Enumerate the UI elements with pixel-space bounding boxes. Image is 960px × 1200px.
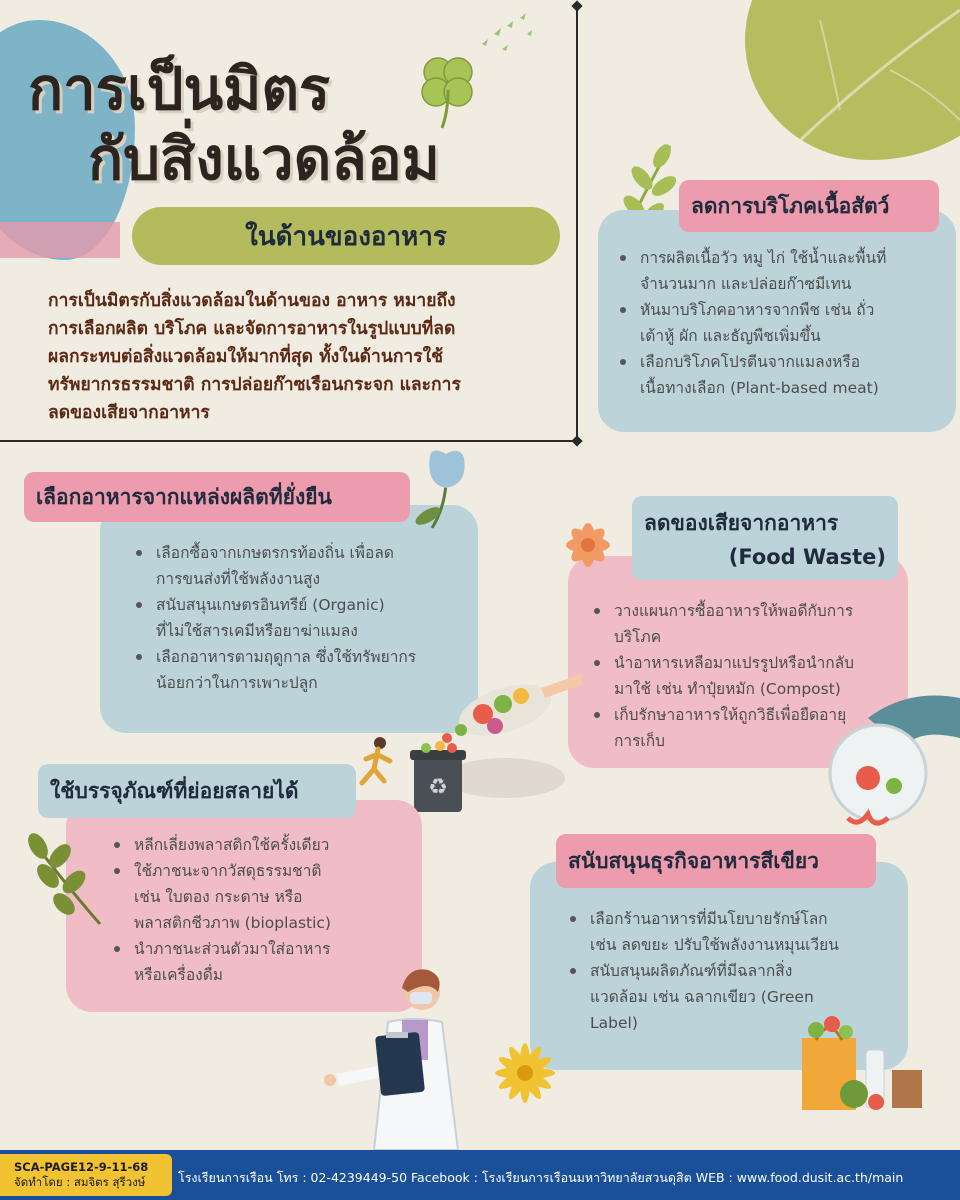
list-item: เลือกอาหารตามฤดูกาล ซึ่งใช้ทรัพยากร น้อยกว่าในการเพาะปลูก	[130, 644, 475, 696]
frame-vertical-line	[576, 4, 578, 442]
title-line-2: กับสิ่งแวดล้อม	[88, 125, 440, 193]
list-item: ใช้ภาชนะจากวัสดุธรรมชาติ เช่น ใบตอง กระดาษ หรือ พลาสติกชีวภาพ (bioplastic)	[108, 858, 418, 936]
fern-leaf-icon	[20, 820, 110, 930]
list-item: วางแผนการซื้ออาหารให้พอดีกับการ บริโภค	[588, 598, 898, 650]
footer-author: จัดทำโดย : สมจิตร สุรีวงษ์	[14, 1175, 146, 1189]
green-business-label: สนับสนุนธุรกิจอาหารสีเขียว	[556, 834, 876, 888]
footer-code: SCA-PAGE12-9-11-68	[14, 1160, 149, 1174]
biodegradable-label: ใช้บรรจุภัณฑ์ที่ย่อยสลายได้	[38, 764, 356, 818]
food-waste-label-line2: (Food Waste)	[728, 545, 886, 569]
list-item: หันมาบริโภคอาหารจากพืช เช่น ถั่ว เต้าหู้ ผัก และธัญพืชเพิ่มขึ้น	[614, 297, 949, 349]
recycle-bin-icon	[408, 740, 468, 815]
list-item: เลือกซื้อจากเกษตรกรท้องถิ่น เพื่อลด การขนส่งที่ใช้พลังงานสูง	[130, 540, 475, 592]
list-item: นำอาหารเหลือมาแปรรูปหรือนำกลับ มาใช้ เช่น ทำปุ๋ยหมัก (Compost)	[588, 650, 898, 702]
list-item: สนับสนุนเกษตรอินทรีย์ (Organic) ที่ไม่ใช้สารเคมีหรือยาฆ่าแมลง	[130, 592, 475, 644]
svg-text:♻: ♻	[428, 775, 448, 800]
leaf-vein-decoration	[760, 0, 960, 170]
footer-contact-info: โรงเรียนการเรือน โทร : 02-4239449-50 Facebook : โรงเรียนการเรือนมหาวิทยาลัยสวนดุสิต WEB : www.food.dusit.ac.th/main	[178, 1170, 904, 1185]
subtitle-pill: ในด้านของอาหาร	[132, 207, 560, 265]
doctor-with-clipboard-icon	[318, 962, 498, 1150]
list-item: สนับสนุนผลิตภัณฑ์ที่มีฉลากสิ่ง แวดล้อม เช่น ฉลากเขียว (Green Label)	[564, 958, 899, 1036]
grocery-bag-icon	[780, 1010, 940, 1112]
reduce-meat-label: ลดการบริโภคเนื้อสัตว์	[679, 180, 939, 232]
clover-icon	[412, 50, 484, 130]
tulip-flower-icon	[408, 444, 480, 532]
food-waste-label	[632, 496, 898, 580]
reduce-meat-list	[614, 245, 949, 401]
intro-line: ลดของเสียจากอาหาร	[48, 403, 210, 423]
list-item: เก็บรักษาอาหารให้ถูกวิธีเพื่อยืดอายุ การเก็บ	[588, 702, 898, 754]
intro-line: ทรัพยากรธรรมชาติ การปล่อยก๊าซเรือนกระจก และการ	[48, 375, 461, 395]
footer-badge	[0, 1154, 172, 1196]
intro-line: การเลือกผลิต บริโภค และจัดการอาหารในรูปแบบที่ลด	[48, 319, 456, 339]
intro-line: ผลกระทบต่อสิ่งแวดล้อมให้มากที่สุด ทั้งในด้านการใช้	[48, 347, 444, 367]
intro-paragraph	[48, 287, 548, 427]
food-waste-label-line1: ลดของเสียจากอาหาร	[644, 511, 839, 535]
plate-hand-icon	[808, 688, 960, 848]
frame-corner-dot	[571, 0, 582, 11]
list-item: นำภาชนะส่วนตัวมาใส่อาหาร หรือเครื่องดื่ม	[108, 936, 418, 988]
intro-line: การเป็นมิตรกับสิ่งแวดล้อมในด้านของ อาหาร หมายถึง	[48, 291, 456, 311]
frame-corner-dot	[571, 435, 582, 446]
frame-horizontal-line	[0, 440, 580, 442]
list-item: หลีกเลี่ยงพลาสติกใช้ครั้งเดียว	[108, 832, 418, 858]
orange-flower-icon	[548, 510, 628, 580]
yellow-flower-icon	[488, 1036, 562, 1110]
list-item: เลือกร้านอาหารที่มีนโยบายรักษ์โลก เช่น ลดขยะ ปรับใช้พลังงานหมุนเวียน	[564, 906, 899, 958]
list-item: เลือกบริโภคโปรตีนจากแมลงหรือ เนื้อทางเลือก (Plant-based meat)	[614, 349, 949, 401]
title-line-1: การเป็นมิตร	[28, 55, 331, 123]
sustainable-source-label: เลือกอาหารจากแหล่งผลิตที่ยั่งยืน	[24, 472, 410, 522]
pink-stripe-decoration	[0, 222, 120, 258]
list-item: การผลิตเนื้อวัว หมู ไก่ ใช้น้ำและพื้นที่ จำนวนมาก และปล่อยก๊าซมีเทน	[614, 245, 949, 297]
running-person-icon	[356, 735, 398, 797]
